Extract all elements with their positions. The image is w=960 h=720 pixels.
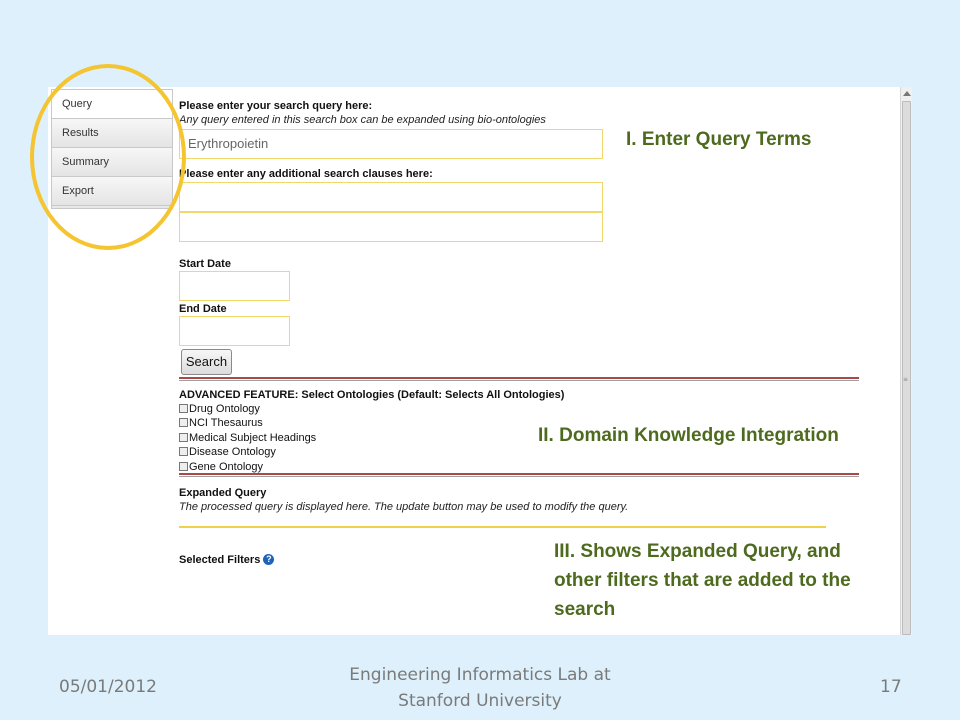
scroll-up-arrow-icon[interactable] [903,91,911,96]
footer-center: Engineering Informatics Lab at Stanford University [349,665,611,711]
checkbox[interactable] [179,433,188,442]
advanced-feature-label: ADVANCED FEATURE: Select Ontologies (Default: Selects All Ontologies) [179,389,565,401]
search-query-hint: Any query entered in this search box can be expanded using bio-ontologies [179,114,546,126]
ontology-option-drug[interactable] [179,403,260,417]
divider [179,377,859,381]
search-query-label: Please enter your search query here: [179,100,373,112]
ontology-label: Gene Ontology [189,461,263,473]
checkbox[interactable] [179,404,188,413]
start-date-input[interactable] [179,271,290,301]
expanded-query-line [179,526,826,528]
ontology-option-mesh[interactable] [179,432,316,446]
ontology-label: Disease Ontology [189,446,276,458]
annotation-enter-query-terms: I. Enter Query Terms [626,129,812,150]
selected-filters-label [179,554,274,566]
divider [179,473,859,477]
scrollbar-thumb[interactable] [902,101,911,635]
search-query-input[interactable]: Erythropoietin [179,129,603,159]
expanded-query-label: Expanded Query [179,487,267,499]
expanded-query-hint: The processed query is displayed here. The update button may be used to modify the query. [179,501,629,513]
vertical-scrollbar[interactable] [900,87,912,635]
search-button[interactable]: Search [181,349,232,375]
tab-export[interactable]: Export [52,177,172,206]
tab-results[interactable]: Results [52,119,172,148]
ontology-label: Medical Subject Headings [189,432,317,444]
clause-input-2[interactable] [179,212,603,242]
annotation-expanded-query: III. Shows Expanded Query, and other filters that are added to the search [554,541,851,620]
tab-query[interactable]: Query [52,90,172,119]
footer-page-number: 17 [880,677,902,697]
ontology-label: NCI Thesaurus [189,417,263,429]
scrollbar-grip-icon: ≡ [903,376,909,383]
help-icon[interactable]: ? [263,554,274,565]
additional-clauses-label: Please enter any additional search clauses here: [179,168,433,180]
highlight-circle [30,64,186,250]
ontology-option-nci[interactable] [179,417,263,431]
footer-date: 05/01/2012 [59,677,157,697]
checkbox[interactable] [179,418,188,427]
checkbox[interactable] [179,447,188,456]
ontology-label: Drug Ontology [189,403,260,415]
ontology-option-disease[interactable] [179,446,276,460]
end-date-label: End Date [179,303,227,315]
selected-filters-text: Selected Filters [179,554,261,566]
clause-input-1[interactable] [179,182,603,212]
annotation-domain-knowledge: II. Domain Knowledge Integration [538,425,839,446]
tab-summary[interactable]: Summary [52,148,172,177]
checkbox[interactable] [179,462,188,471]
end-date-input[interactable] [179,316,290,346]
start-date-label: Start Date [179,258,231,270]
